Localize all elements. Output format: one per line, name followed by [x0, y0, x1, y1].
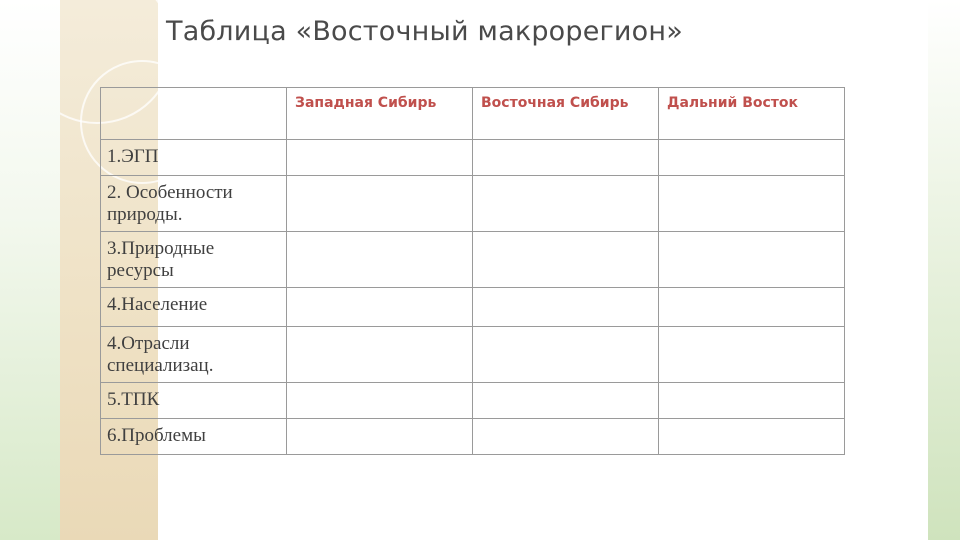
table-row	[101, 288, 845, 327]
table-row	[101, 140, 845, 176]
row-header-problems: 6.Проблемы	[101, 419, 287, 455]
table-cell[interactable]	[287, 327, 473, 383]
table-corner-cell	[101, 88, 287, 140]
table-cell[interactable]	[287, 140, 473, 176]
region-comparison-table	[100, 87, 845, 455]
table-cell[interactable]	[473, 383, 659, 419]
background-left-panel	[0, 0, 60, 540]
column-header-far-east: Дальний Восток	[659, 88, 845, 140]
table-row	[101, 176, 845, 232]
table-cell[interactable]	[473, 327, 659, 383]
table-cell[interactable]	[287, 232, 473, 288]
column-header-east-siberia: Восточная Сибирь	[473, 88, 659, 140]
table-row	[101, 419, 845, 455]
table-cell[interactable]	[287, 288, 473, 327]
background-right-panel	[928, 0, 960, 540]
table-cell[interactable]	[659, 327, 845, 383]
table-cell[interactable]	[659, 288, 845, 327]
table-cell[interactable]	[287, 419, 473, 455]
table-cell[interactable]	[473, 140, 659, 176]
table-cell[interactable]	[287, 176, 473, 232]
row-header-industries: 4.Отрасли специализац.	[101, 327, 287, 383]
column-header-west-siberia: Западная Сибирь	[287, 88, 473, 140]
table-cell[interactable]	[659, 383, 845, 419]
table-cell[interactable]	[287, 383, 473, 419]
table-row	[101, 327, 845, 383]
table-row	[101, 232, 845, 288]
table-cell[interactable]	[659, 176, 845, 232]
table-cell[interactable]	[473, 176, 659, 232]
table-cell[interactable]	[473, 232, 659, 288]
table-row	[101, 383, 845, 419]
table-cell[interactable]	[659, 419, 845, 455]
row-header-egp: 1.ЭГП	[101, 140, 287, 176]
row-header-resources: 3.Природные ресурсы	[101, 232, 287, 288]
table-cell[interactable]	[473, 288, 659, 327]
row-header-population: 4.Население	[101, 288, 287, 327]
table-cell[interactable]	[659, 140, 845, 176]
page-title: Таблица «Восточный макрорегион»	[166, 16, 683, 47]
row-header-nature: 2. Особенности природы.	[101, 176, 287, 232]
table-cell[interactable]	[659, 232, 845, 288]
table-cell[interactable]	[473, 419, 659, 455]
table-header-row	[101, 88, 845, 140]
row-header-tpk: 5.ТПК	[101, 383, 287, 419]
